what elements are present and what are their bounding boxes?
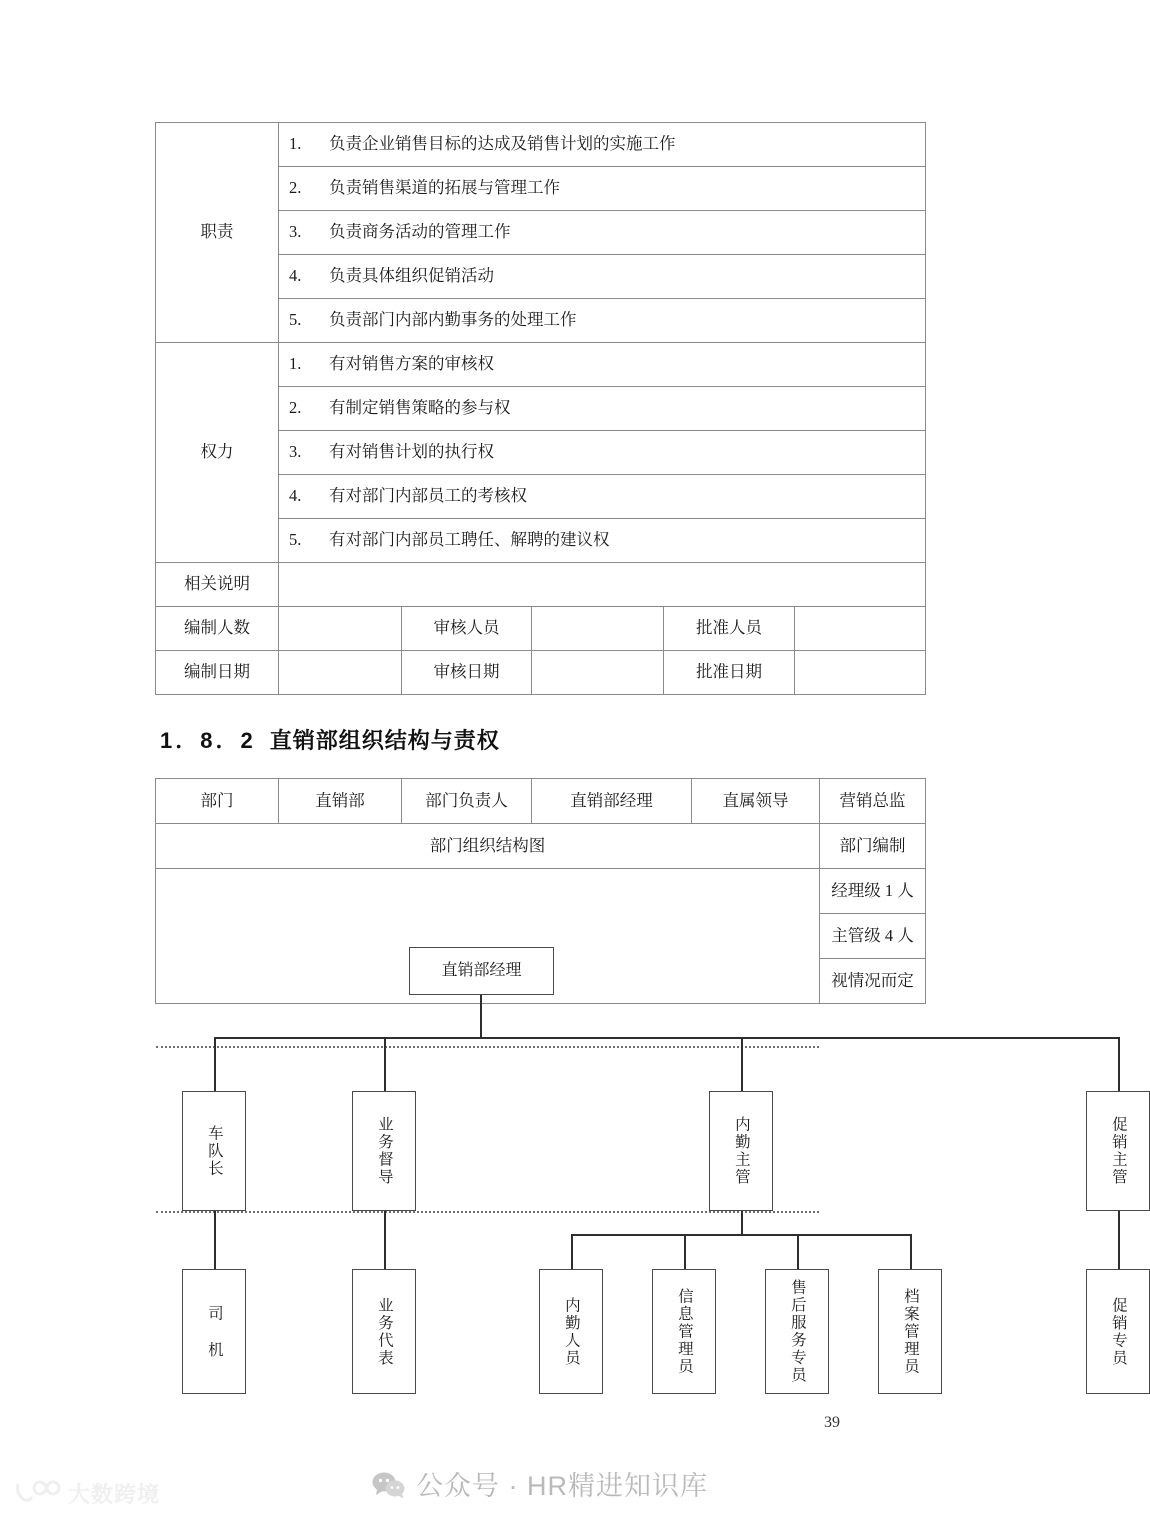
connector-drop-teamlead [214, 1037, 216, 1093]
connector-drop-supervisor [384, 1037, 386, 1093]
dept-label: 部门 [156, 779, 279, 824]
headcount-label: 编制人数 [156, 607, 279, 651]
connector-drop-admin-staff [571, 1234, 573, 1271]
level-separator-2 [156, 1211, 819, 1213]
staffing-manager-level: 经理级 1 人 [820, 869, 926, 914]
direct-leader-label: 直属领导 [692, 779, 820, 824]
page-number-value: 39 [824, 1414, 840, 1431]
duties-item [279, 211, 926, 255]
table-row [156, 563, 926, 607]
page-number [0, 1414, 1080, 1432]
item-number: 1. [289, 354, 302, 374]
authority-item [279, 475, 926, 519]
wechat-icon [372, 1471, 406, 1506]
connector-admin-stem [741, 1211, 743, 1236]
item-number: 3. [289, 222, 302, 242]
approve-date-label: 批准日期 [664, 651, 795, 695]
brand-logo-icon [14, 1480, 62, 1510]
item-number: 3. [289, 442, 302, 462]
table-row [156, 651, 926, 695]
brand-watermark [14, 1478, 160, 1510]
org-node-fleet-leader: 车队长 [182, 1091, 246, 1211]
connector-level2-bus [214, 1037, 1120, 1039]
section-title: 直销部组织结构与责权 [269, 728, 500, 753]
org-node-driver: 司 机 [182, 1269, 246, 1394]
authority-section-label: 权力 [156, 343, 279, 563]
staffing-supervisor-level: 主管级 4 人 [820, 914, 926, 959]
dept-head-label: 部门负责人 [402, 779, 532, 824]
org-node-business-supervisor: 业务督导 [352, 1091, 416, 1211]
approver-value [795, 607, 926, 651]
item-text: 有对销售方案的审核权 [329, 354, 494, 374]
item-text: 负责具体组织促销活动 [329, 266, 494, 286]
item-text: 负责销售渠道的拓展与管理工作 [329, 178, 560, 198]
review-date-value [532, 651, 664, 695]
staffing-title: 部门编制 [820, 824, 926, 869]
reviewer-label: 审核人员 [402, 607, 532, 651]
connector-drop-promo [1118, 1037, 1120, 1093]
org-node-promotion-officer: 促销专员 [1086, 1269, 1150, 1394]
brand-watermark-text: 大数跨境 [68, 1482, 161, 1507]
connector-drop-archive [910, 1234, 912, 1271]
section-heading [160, 724, 500, 755]
notes-value [279, 563, 926, 607]
prepared-date-value [279, 651, 402, 695]
authority-item [279, 519, 926, 563]
item-text: 负责企业销售目标的达成及销售计划的实施工作 [329, 134, 676, 154]
item-number: 5. [289, 530, 302, 550]
prepared-date-label: 编制日期 [156, 651, 279, 695]
connector-stem-rep [384, 1211, 386, 1271]
duties-item [279, 299, 926, 343]
authority-item [279, 343, 926, 387]
connector-root-stem [480, 995, 482, 1038]
staffing-as-needed: 视情况而定 [820, 959, 926, 1004]
table-row [156, 343, 926, 387]
dept-value: 直销部 [279, 779, 402, 824]
org-chart-title: 部门组织结构图 [156, 824, 820, 869]
item-text: 负责部门内部内勤事务的处理工作 [329, 310, 577, 330]
headcount-value [279, 607, 402, 651]
table-row [156, 779, 926, 824]
org-node-aftersales-specialist: 售后服务专员 [765, 1269, 829, 1394]
item-number: 2. [289, 398, 302, 418]
direct-leader-value: 营销总监 [820, 779, 926, 824]
duties-item [279, 123, 926, 167]
dept-head-value: 直销部经理 [532, 779, 692, 824]
connector-stem-promo-officer [1118, 1211, 1120, 1271]
connector-admin-bus [571, 1234, 911, 1236]
table-row [156, 824, 926, 869]
org-node-manager: 直销部经理 [409, 947, 554, 995]
review-date-label: 审核日期 [402, 651, 532, 695]
connector-drop-aftersales [797, 1234, 799, 1271]
item-number: 1. [289, 134, 302, 154]
table-row [156, 607, 926, 651]
authority-item [279, 431, 926, 475]
connector-drop-admin [741, 1037, 743, 1093]
notes-label: 相关说明 [156, 563, 279, 607]
approver-label: 批准人员 [664, 607, 795, 651]
item-number: 2. [289, 178, 302, 198]
org-node-sales-rep: 业务代表 [352, 1269, 416, 1394]
wechat-watermark-text: 公众号 · HR精进知识库 [416, 1471, 708, 1501]
table-row [156, 123, 926, 167]
duties-authority-table [155, 122, 926, 695]
duties-item [279, 167, 926, 211]
approve-date-value [795, 651, 926, 695]
org-structure-table [155, 778, 1127, 1384]
reviewer-value [532, 607, 664, 651]
wechat-watermark [0, 1464, 1080, 1506]
item-text: 负责商务活动的管理工作 [329, 222, 511, 242]
section-number: 1．8．2 [160, 728, 256, 753]
item-number: 4. [289, 266, 302, 286]
org-node-admin-supervisor: 内勤主管 [709, 1091, 773, 1211]
duties-section-label: 职责 [156, 123, 279, 343]
table-row [156, 869, 926, 914]
item-text: 有对销售计划的执行权 [329, 442, 494, 462]
org-node-admin-staff: 内勤人员 [539, 1269, 603, 1394]
authority-item [279, 387, 926, 431]
item-number: 4. [289, 486, 302, 506]
item-text: 有对部门内部员工聘任、解聘的建议权 [329, 530, 610, 550]
org-node-promotion-supervisor: 促销主管 [1086, 1091, 1150, 1211]
org-node-archive-manager: 档案管理员 [878, 1269, 942, 1394]
connector-stem-driver [214, 1211, 216, 1271]
item-text: 有制定销售策略的参与权 [329, 398, 511, 418]
duties-item [279, 255, 926, 299]
item-number: 5. [289, 310, 302, 330]
connector-drop-info-manager [684, 1234, 686, 1271]
org-node-info-manager: 信息管理员 [652, 1269, 716, 1394]
level-separator-1 [156, 1046, 819, 1048]
item-text: 有对部门内部员工的考核权 [329, 486, 527, 506]
